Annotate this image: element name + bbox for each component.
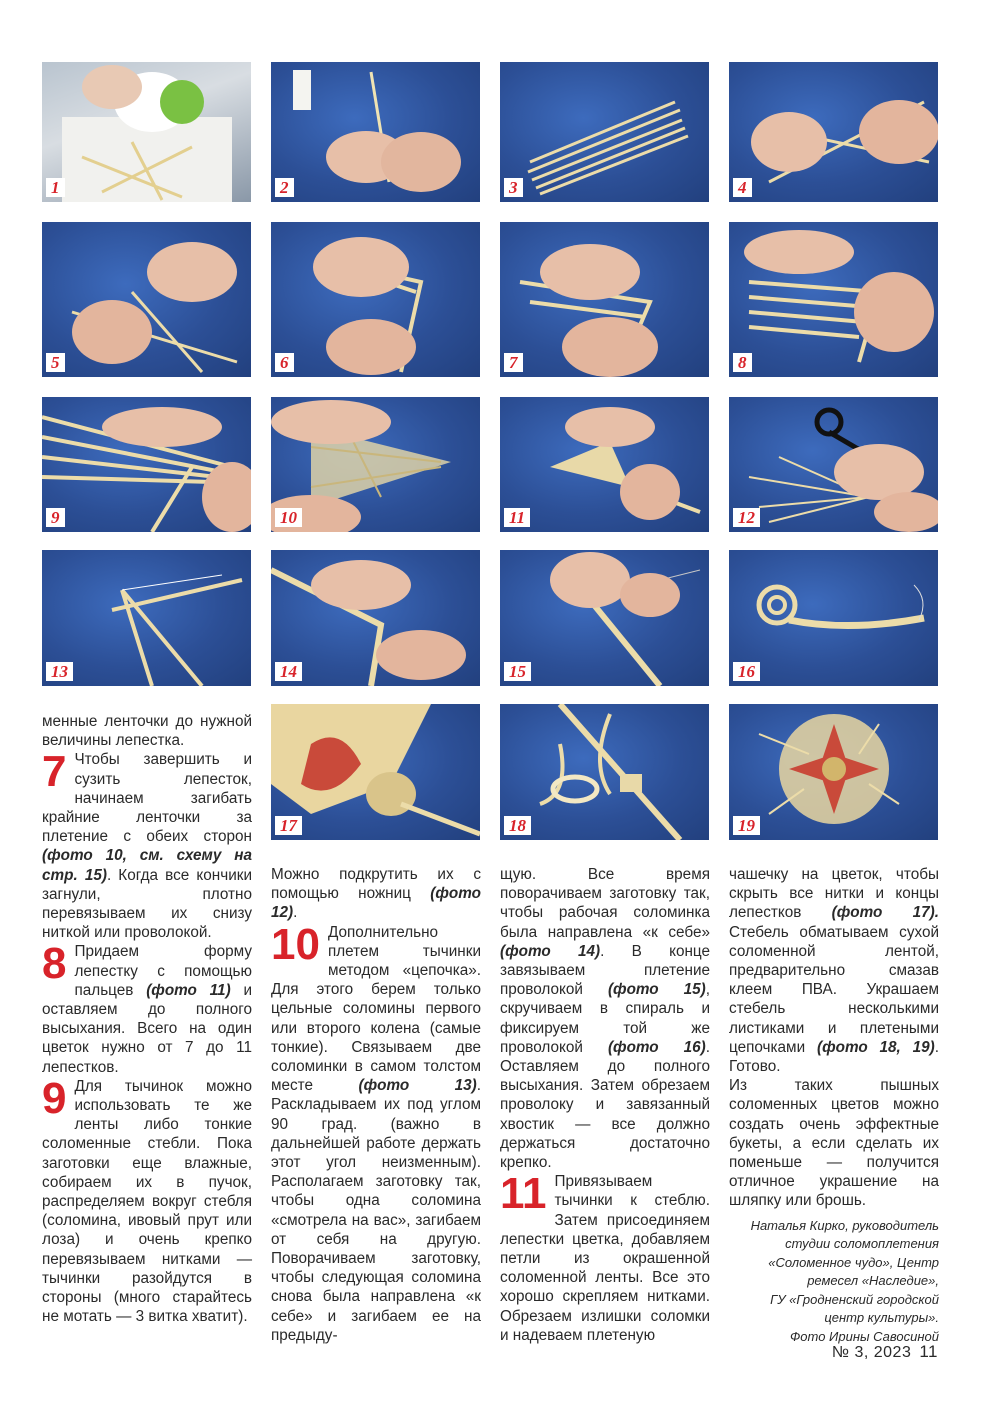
photo-4	[729, 62, 938, 202]
photo-ref: (фото 17).	[831, 904, 939, 922]
photo-10-illustration	[271, 397, 480, 532]
photo-11	[500, 397, 709, 532]
col2-intro: Можно подкрутить их с помощью ножниц (фото 12).	[271, 866, 481, 922]
photo-7-number: 7	[504, 353, 523, 372]
photo-14-number: 14	[275, 662, 302, 681]
step-8-number: 8	[42, 939, 67, 989]
photo-ref: (фото 14)	[500, 942, 601, 960]
photo-17	[271, 704, 480, 840]
photo-16	[729, 550, 938, 686]
step-9: 9 Для тычинок можно использовать те же ленты либо тонкие соломенные стебли. Пока заготовки еще влажные, собираем их в пучок, распределяем вокруг стебля (соломина, ивовый прут или лоза) и очень крепко перевязываем нитками — тычинки разойдутся в стороны (много старайтесь не мотать — 3 витка хватит).	[42, 1073, 252, 1326]
photo-8	[729, 222, 938, 377]
photo-12-number: 12	[733, 508, 760, 527]
photo-19	[729, 704, 938, 840]
photo-12	[729, 397, 938, 532]
author-credit: Наталья Кирко, руководитель студии соломоплетения «Соломенное чудо», Центр ремесел «Наследие», ГУ «Гродненский городской центр культуры». Фото Ирины Савосиной	[750, 1217, 939, 1344]
step-8: 8 Придаем форму лепестку с помощью пальцев (фото 11) и оставляем до полного высыхания. Всего на один цветок нужно от 7 до 11 лепестков.	[42, 939, 252, 1076]
photo-7-illustration	[500, 222, 709, 377]
photo-1	[42, 62, 251, 202]
photo-14	[271, 550, 480, 686]
photo-18-number: 18	[504, 816, 531, 835]
photo-6-number: 6	[275, 353, 294, 372]
photo-19-number: 19	[733, 816, 760, 835]
photo-8-illustration	[729, 222, 938, 377]
photo-15-illustration	[500, 550, 709, 686]
step-11-number: 11	[500, 1169, 547, 1219]
step-9-number: 9	[42, 1073, 67, 1123]
photo-13-number: 13	[46, 662, 73, 681]
photo-17-number: 17	[275, 816, 302, 835]
photo-1-number: 1	[46, 178, 65, 197]
photo-17-illustration	[271, 704, 480, 840]
photo-9-number: 9	[46, 508, 65, 527]
photo-7	[500, 222, 709, 377]
photo-12-illustration	[729, 397, 938, 532]
photo-9	[42, 397, 251, 532]
photo-15-number: 15	[504, 662, 531, 681]
photo-19-illustration	[729, 704, 938, 840]
photo-16-illustration	[729, 550, 938, 686]
photo-6-illustration	[271, 222, 480, 377]
photo-5-illustration	[42, 222, 251, 377]
photo-15	[500, 550, 709, 686]
photo-ref: (фото 15)	[607, 981, 706, 999]
photo-8-number: 8	[733, 353, 752, 372]
photo-3	[500, 62, 709, 202]
photo-4-illustration	[729, 62, 938, 202]
step-10-number: 10	[271, 919, 320, 969]
text-column-4	[729, 865, 939, 1346]
photo-2-number: 2	[275, 178, 294, 197]
photo-3-number: 3	[504, 178, 523, 197]
photo-ref: (фото 18, 19)	[816, 1038, 935, 1056]
photo-6	[271, 222, 480, 377]
photo-10	[271, 397, 480, 532]
photo-1-illustration	[42, 62, 251, 202]
page-number: 11	[919, 1342, 938, 1361]
photo-18-illustration	[500, 704, 709, 840]
step-7-number: 7	[42, 747, 67, 797]
photo-ref: (фото 16)	[607, 1038, 706, 1056]
photo-13	[42, 550, 251, 686]
photo-13-illustration	[42, 550, 251, 686]
photo-2	[271, 62, 480, 202]
photo-5	[42, 222, 251, 377]
col4-text: чашечку на цветок, чтобы скрыть все нитки и концы лепестков (фото 17). Стебель обматываем сухой соломенной лентой, предварительно смазав клеем ПВА. Украшаем стебель несколькими листиками и плетеными цепочками (фото 18, 19). Готово.	[729, 866, 939, 1076]
issue-number: № 3, 2023	[831, 1344, 912, 1361]
text-column-2	[271, 865, 481, 1345]
step-10: 10 Дополнительно плетем тычинки методом «цепочка». Для этого берем только цельные соломины первого или второго колена (самые тонкие). Связываем две соломинки в самом толстом месте (фото 13). Раскладываем их под углом 90 град. (важно в дальнейшей работе держать этот угол неизменным). Располагаем заготовку так, чтобы одна соломина «смотрела на вас», загибаем от себя на другую. Поворачиваем заготовку, чтобы следующая соломина снова была направлена «к себе» и загибаем ее на предыду-	[271, 919, 481, 1344]
photo-11-number: 11	[504, 508, 530, 527]
photo-ref: (фото 12)	[271, 885, 481, 922]
col4-conclusion: Из таких пышных соломенных цветов можно создать очень эффектные букеты, а если сделать их поменьше — получится отличное украшение на шляпку или брошь.	[729, 1077, 939, 1210]
photo-3-illustration	[500, 62, 709, 202]
text-column-3	[500, 865, 710, 1345]
step-7: 7 Чтобы завершить и сузить лепесток, начинаем загибать крайние ленточки за плетение с обеих сторон (фото 10, см. схему на стр. 15). Когда все кончики загнули, плотно перевязываем их снизу ниткой или проволокой.	[42, 747, 252, 942]
photo-14-illustration	[271, 550, 480, 686]
photo-18	[500, 704, 709, 840]
photo-16-number: 16	[733, 662, 760, 681]
page-footer	[832, 1342, 938, 1362]
step-11: 11 Привязываем тычинки к стеблю. Затем присоединяем лепестки цветка, добавляем петли из окрашенной соломенной ленты. Все это хорошо скрепляем нитками. Обрезаем излишки соломки и надеваем плетеную	[500, 1169, 710, 1344]
photo-ref: (фото 11)	[146, 981, 231, 999]
photo-2-illustration	[271, 62, 480, 202]
photo-9-illustration	[42, 397, 251, 532]
photo-5-number: 5	[46, 353, 65, 372]
col1-intro: менные ленточки до нужной величины лепестка.	[42, 713, 252, 750]
text-column-1	[42, 712, 252, 1327]
photo-10-number: 10	[275, 508, 302, 527]
photo-ref: (фото 13)	[358, 1077, 477, 1095]
photo-ref: (фото 10, см. схему на стр. 15)	[42, 847, 252, 884]
photo-11-illustration	[500, 397, 709, 532]
col3-intro: щую. Все время поворачиваем заготовку так, чтобы рабочая соломинка была направлена «к себе» (фото 14). В конце завязываем плетение проволокой (фото 15), скручиваем в спираль и фиксируем той же проволокой (фото 16). Оставляем до полного высыхания. Затем обрезаем проволоку и завязанный хвостик — все должно держаться достаточно крепко.	[500, 866, 710, 1172]
photo-4-number: 4	[733, 178, 752, 197]
